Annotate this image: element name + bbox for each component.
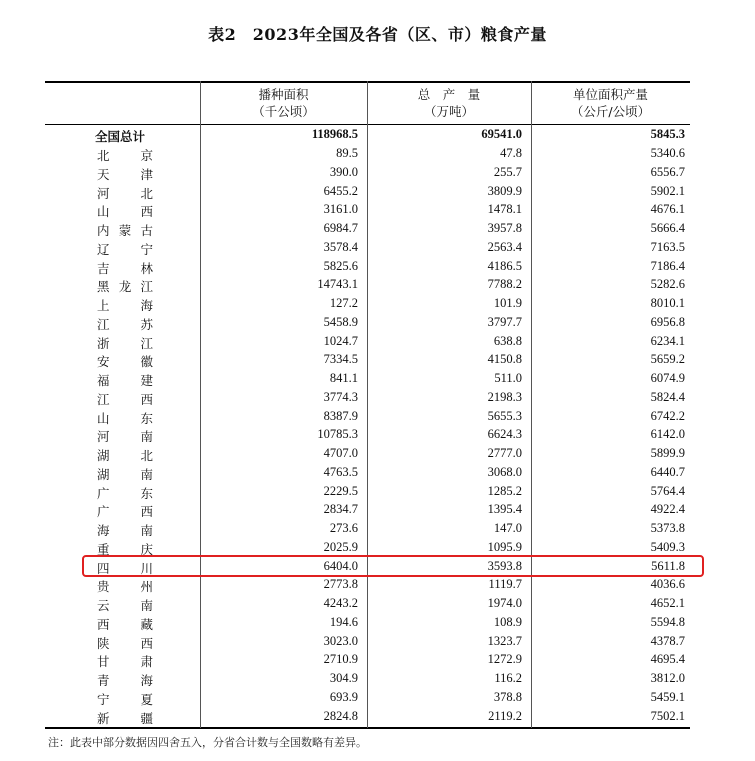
total-output-value: 1119.7: [488, 577, 522, 592]
yield-value: 5282.6: [650, 277, 685, 292]
header-unit: （千公顷）: [252, 104, 315, 119]
yield-value: 5611.8: [651, 558, 685, 573]
sown-area-value: 2229.5: [323, 483, 358, 498]
sown-area-value: 7334.5: [323, 352, 358, 367]
table-row: [45, 482, 690, 501]
yield-value: 6142.0: [650, 427, 685, 442]
yield-value: 7163.5: [650, 239, 685, 254]
yield-value: 5373.8: [650, 521, 685, 535]
sown-area-value: 5458.9: [323, 314, 358, 329]
sown-area-value: 841.1: [329, 371, 358, 385]
header-total-output: [367, 86, 531, 122]
total-output-value: 1323.7: [487, 633, 522, 648]
table-row: [45, 200, 690, 219]
sown-area-value: 89.5: [336, 146, 358, 160]
table-row: [45, 707, 690, 726]
total-output-value: 108.9: [493, 614, 522, 629]
yield-value: 4652.1: [650, 596, 685, 610]
total-output-value: 7788.2: [487, 277, 522, 292]
region-name: 湖南: [97, 466, 153, 482]
sown-area-value: 2773.8: [323, 577, 358, 592]
region-name: 山东: [97, 410, 153, 426]
yield-value: 5594.8: [650, 614, 685, 629]
region-name: 黑龙江: [97, 279, 153, 295]
table-row: [45, 257, 690, 276]
table-row: [45, 613, 690, 632]
total-output-value: 69541.0: [481, 127, 522, 141]
yield-value: 6742.2: [650, 408, 685, 423]
total-output-value: 1272.9: [487, 652, 522, 667]
total-output-value: 47.8: [500, 146, 522, 160]
yield-value: 5764.4: [650, 483, 685, 498]
yield-value: 4695.4: [650, 652, 685, 667]
sown-area-value: 2824.8: [323, 708, 358, 723]
total-output-value: 1285.2: [487, 483, 522, 498]
header-yield: [531, 86, 690, 122]
sown-area-value: 6404.0: [323, 558, 358, 573]
highlight-box: [82, 555, 704, 577]
yield-value: 6556.7: [650, 164, 685, 179]
table-row: [45, 182, 690, 201]
yield-value: 5845.3: [650, 127, 685, 141]
total-output-value: 116.2: [494, 671, 522, 685]
table-row: [45, 350, 690, 369]
table-row: [45, 444, 690, 463]
sown-area-value: 14743.1: [317, 277, 358, 292]
region-name: 青海: [97, 673, 153, 688]
total-output-value: 4150.8: [487, 352, 522, 367]
region-name: 海南: [97, 523, 153, 538]
region-name: 湖北: [97, 448, 153, 463]
sown-area-value: 390.0: [329, 164, 358, 179]
sown-area-value: 10785.3: [317, 427, 358, 442]
total-output-value: 3593.8: [487, 558, 522, 573]
yield-value: 4378.7: [650, 633, 685, 648]
table-row-total: [45, 125, 690, 144]
sown-area-value: 3578.4: [323, 239, 358, 254]
total-output-value: 255.7: [493, 164, 522, 179]
table-row: [45, 594, 690, 613]
region-name: 内蒙古: [97, 223, 153, 238]
region-name: 江苏: [97, 316, 153, 332]
region-name: 河南: [97, 429, 153, 445]
region-name: 广东: [97, 485, 153, 501]
table-row: [45, 332, 690, 351]
sown-area-value: 6984.7: [323, 221, 358, 235]
total-output-value: 638.8: [493, 333, 522, 348]
yield-value: 6440.7: [650, 464, 685, 479]
header-unit: （万吨）: [423, 104, 474, 119]
total-output-value: 2119.2: [488, 708, 522, 723]
yield-value: 6074.9: [650, 371, 685, 385]
yield-value: 6956.8: [650, 314, 685, 329]
header-sown-area: [200, 86, 367, 122]
table-row: [45, 219, 690, 238]
sown-area-value: 693.9: [329, 689, 358, 704]
sown-area-value: 4707.0: [323, 446, 358, 460]
table-row: [45, 144, 690, 163]
region-name: 上海: [97, 298, 153, 313]
region-name: 天津: [97, 166, 153, 182]
region-name: 北京: [97, 148, 153, 163]
table-row: [45, 407, 690, 426]
region-name: 西藏: [97, 616, 153, 632]
sown-area-value: 304.9: [329, 671, 358, 685]
sown-area-value: 194.6: [329, 614, 358, 629]
table-row: [45, 294, 690, 313]
table-row: [45, 463, 690, 482]
sown-area-value: 2025.9: [323, 539, 358, 554]
region-name: 浙江: [97, 335, 153, 351]
total-output-value: 1095.9: [487, 539, 522, 554]
sown-area-value: 1024.7: [323, 333, 358, 348]
table-row: [45, 163, 690, 182]
region-name: 贵州: [97, 579, 153, 595]
region-name: 福建: [97, 373, 153, 388]
region-name: 江西: [97, 391, 153, 407]
table-row: [45, 669, 690, 688]
total-output-value: 2777.0: [487, 446, 522, 460]
region-name: 云南: [97, 598, 153, 613]
sown-area-value: 8387.9: [323, 408, 358, 423]
sown-area-value: 6455.2: [323, 183, 358, 198]
region-name: 吉林: [97, 260, 153, 276]
table-row: [45, 425, 690, 444]
yield-value: 7186.4: [650, 258, 685, 273]
region-name: 山西: [97, 204, 153, 220]
total-output-value: 3957.8: [487, 221, 522, 235]
yield-value: 5902.1: [650, 183, 685, 198]
region-name: 广西: [97, 504, 153, 520]
table-row: [45, 519, 690, 538]
table-row: [45, 538, 690, 557]
region-name: 安徽: [97, 354, 153, 370]
header-label: 单位面积产量: [572, 87, 648, 102]
total-output-value: 5655.3: [487, 408, 522, 423]
sown-area-value: 2834.7: [323, 502, 358, 517]
total-output-value: 1478.1: [487, 202, 522, 217]
total-output-value: 511.0: [494, 371, 522, 385]
sown-area-value: 3023.0: [323, 633, 358, 648]
sown-area-value: 118968.5: [311, 127, 358, 141]
total-output-value: 101.9: [493, 296, 522, 310]
yield-value: 5666.4: [650, 221, 685, 235]
total-output-value: 2563.4: [487, 239, 522, 254]
sown-area-value: 3774.3: [323, 389, 358, 404]
yield-value: 3812.0: [650, 671, 685, 685]
yield-value: 6234.1: [650, 333, 685, 348]
total-output-value: 4186.5: [487, 258, 522, 273]
region-name: 新疆: [97, 710, 153, 726]
region-name: 河北: [97, 185, 153, 201]
yield-value: 5824.4: [650, 389, 685, 404]
region-name: 四川: [97, 560, 153, 576]
header-label: 总 产 量: [417, 87, 481, 102]
total-output-value: 147.0: [493, 521, 522, 535]
yield-value: 5459.1: [650, 689, 685, 704]
yield-value: 4676.1: [650, 202, 685, 217]
header-unit: （公斤/公顷）: [570, 104, 651, 119]
header-label: 播种面积: [258, 87, 309, 102]
yield-value: 4036.6: [650, 577, 685, 592]
region-name: 宁夏: [97, 691, 153, 707]
table-row: [45, 500, 690, 519]
table-row: [45, 275, 690, 294]
total-output-value: 1974.0: [487, 596, 522, 610]
table-row: [45, 388, 690, 407]
sown-area-value: 4243.2: [323, 596, 358, 610]
total-output-value: 378.8: [493, 689, 522, 704]
sown-area-value: 5825.6: [323, 258, 358, 273]
yield-value: 4922.4: [650, 502, 685, 517]
yield-value: 7502.1: [650, 708, 685, 723]
sown-area-value: 2710.9: [323, 652, 358, 667]
yield-value: 5899.9: [650, 446, 685, 460]
sown-area-value: 273.6: [329, 521, 358, 535]
yield-value: 5340.6: [650, 146, 685, 160]
region-name: 全国总计: [95, 129, 146, 144]
total-output-value: 6624.3: [487, 427, 522, 442]
region-name: 陕西: [97, 635, 153, 651]
table-row: [45, 650, 690, 669]
footnote: 注：此表中部分数据因四舍五入，分省合计数与全国数略有差异。: [48, 736, 367, 749]
total-output-value: 1395.4: [487, 502, 522, 517]
table-row: [45, 238, 690, 257]
sown-area-value: 3161.0: [323, 202, 358, 217]
table-row: [45, 688, 690, 707]
yield-value: 5409.3: [650, 539, 685, 554]
yield-value: 8010.1: [650, 296, 685, 310]
total-output-value: 3797.7: [487, 314, 522, 329]
table-title: 表2 2023年全国及各省（区、市）粮食产量: [208, 25, 547, 44]
table-row: [45, 313, 690, 332]
total-output-value: 2198.3: [487, 389, 522, 404]
table-row: [45, 632, 690, 651]
grain-output-table: [45, 81, 690, 729]
table-row: [45, 575, 690, 594]
region-name: 辽宁: [97, 241, 153, 257]
sown-area-value: 4763.5: [323, 464, 358, 479]
sown-area-value: 127.2: [329, 296, 358, 310]
total-output-value: 3068.0: [487, 464, 522, 479]
table-row: [45, 369, 690, 388]
yield-value: 5659.2: [650, 352, 685, 367]
total-output-value: 3809.9: [487, 183, 522, 198]
region-name: 重庆: [97, 541, 153, 557]
region-name: 甘肃: [97, 654, 153, 670]
